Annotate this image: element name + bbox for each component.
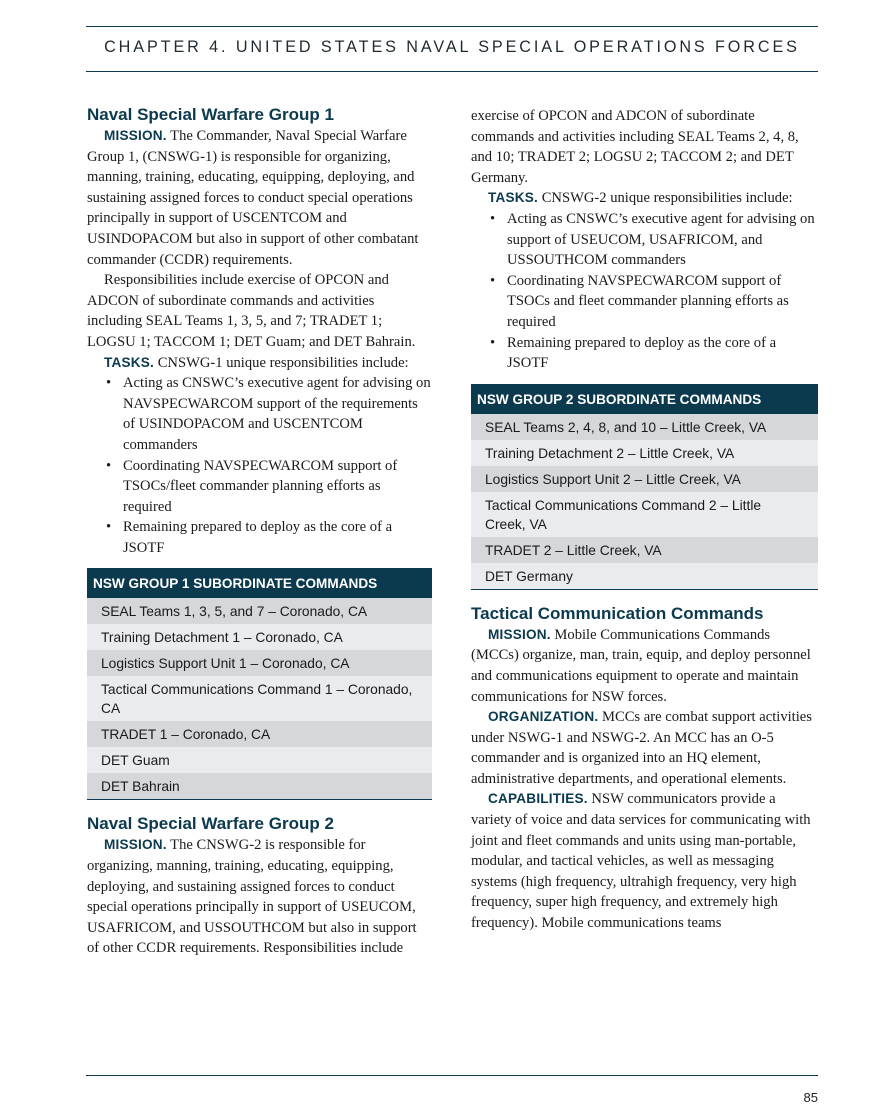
table-row: Logistics Support Unit 2 – Little Creek, VA: [471, 466, 818, 492]
group2-heading: Naval Special Warfare Group 2: [87, 814, 334, 834]
list-item: • Acting as CNSWC’s executive agent for advising on support of USEUCOM, USAFRICOM, and USSOUTHCOM commanders: [471, 209, 818, 271]
table-row: Training Detachment 2 – Little Creek, VA: [471, 440, 818, 466]
tactical-mission-text: Mobile Communications Commands (MCCs) organize, man, train, equip, and deploy personnel and communications equipment to operate and maintain communications for NSW forces.: [471, 626, 811, 705]
group1-tasks-label: TASKS.: [104, 354, 155, 370]
tactical-mission-label: MISSION.: [488, 626, 551, 642]
group1-mission-text: The Commander, Naval Special Warfare Group 1, (CNSWG-1) is responsible for organizing, manning, training, educating, equipping, deploying, and sustaining assigned forces to conduct special operations principally in support of USCENTCOM and USINDOPACOM but also in support of other combatant commander (CCDR) requirements.: [87, 128, 419, 268]
group2-mission-label: MISSION.: [104, 837, 167, 853]
table-row: DET Germany: [471, 563, 818, 590]
list-item: • Remaining prepared to deploy as the core of a JSOTF: [87, 517, 432, 558]
table-row: DET Guam: [87, 747, 432, 773]
tactical-heading: Tactical Communication Commands: [471, 603, 764, 623]
table-header: NSW GROUP 1 SUBORDINATE COMMANDS: [87, 568, 432, 598]
group2-tasks-text: CNSWG-2 unique responsibilities include:: [538, 190, 793, 207]
group2-tasks-label: TASKS.: [488, 190, 539, 206]
group2-tasks-paragraph: [471, 188, 818, 209]
chapter-title: CHAPTER 4. UNITED STATES NAVAL SPECIAL OPERATIONS FORCES: [104, 38, 800, 56]
footer-rule: [86, 1075, 818, 1076]
group1-task-list: [87, 373, 432, 558]
group1-commands-table: [87, 568, 432, 800]
table-row: SEAL Teams 2, 4, 8, and 10 – Little Creek, VA: [471, 414, 818, 440]
table-row: TRADET 1 – Coronado, CA: [87, 721, 432, 747]
tactical-capabilities-label: CAPABILITIES.: [488, 791, 588, 807]
header-rule-bottom: [86, 71, 818, 72]
table-row: Logistics Support Unit 1 – Coronado, CA: [87, 650, 432, 676]
header-rule-top: [86, 26, 818, 27]
group2-mission-paragraph: [87, 835, 432, 959]
right-column: [471, 106, 818, 934]
table-row: TRADET 2 – Little Creek, VA: [471, 537, 818, 563]
list-item: • Coordinating NAVSPECWARCOM support of TSOCs/fleet commander planning efforts as required: [87, 456, 432, 518]
group2-commands-table: [471, 384, 818, 590]
tactical-organization-paragraph: [471, 707, 818, 789]
left-column: [87, 104, 432, 959]
group1-mission-label: MISSION.: [104, 128, 167, 143]
table-row: Tactical Communications Command 2 – Little Creek, VA: [471, 492, 818, 537]
group1-mission-paragraph: [87, 126, 432, 270]
group1-heading: Naval Special Warfare Group 1: [87, 105, 334, 124]
group2-mission-text: The CNSWG-2 is responsible for organizing, manning, training, educating, equipping, deploying, and sustaining assigned forces to conduct special operations principally in support of USEUCOM, USAFRICOM, and USSOUTHCOM but also in support of other CCDR requirements. Responsibilities include: [87, 837, 417, 957]
tactical-capabilities-text: NSW communicators provide a variety of voice and data services for communicating with joint and fleet commands and units using man-portable, modular, and tactical vehicles, as well as messaging systems (high frequency, ultrahigh frequency, very high frequency, super high frequency, and extremely high frequency). Mobile communications teams: [471, 791, 811, 932]
group1-tasks-text: CNSWG-1 unique responsibilities include:: [154, 354, 409, 371]
tactical-organization-text: MCCs are combat support activities under NSWG-1 and NSWG-2. An MCC has an O-5 commander and is organized into an HQ element, administrative departments, and operational elements.: [471, 709, 812, 787]
table-row: DET Bahrain: [87, 773, 432, 800]
list-item: • Remaining prepared to deploy as the core of a JSOTF: [471, 333, 818, 374]
table-row: Tactical Communications Command 1 – Coronado, CA: [87, 676, 432, 721]
tactical-capabilities-paragraph: [471, 789, 818, 933]
table-row: Training Detachment 1 – Coronado, CA: [87, 624, 432, 650]
group2-mission-continued: exercise of OPCON and ADCON of subordinate commands and activities including SEAL Teams 2, 4, 8, and 10; TRADET 2; LOGSU 2; TACCOM 2; and DET Germany.: [471, 108, 799, 186]
list-item: • Acting as CNSWC’s executive agent for advising on NAVSPECWARCOM support of the requirements of USINDOPACOM and USCENTCOM commanders: [87, 373, 432, 455]
tactical-organization-label: ORGANIZATION.: [488, 709, 599, 725]
tactical-mission-paragraph: [471, 625, 818, 707]
page-number: 85: [803, 1090, 818, 1105]
table-header: NSW GROUP 2 SUBORDINATE COMMANDS: [471, 384, 818, 414]
table-row: SEAL Teams 1, 3, 5, and 7 – Coronado, CA: [87, 598, 432, 624]
group1-tasks-paragraph: [87, 353, 432, 374]
group2-task-list: [471, 209, 818, 374]
group1-responsibilities: Responsibilities include exercise of OPCON and ADCON of subordinate commands and activities including SEAL Teams 1, 3, 5, and 7; TRADET 1; LOGSU 1; TACCOM 1; DET Guam; and DET Bahrain.: [87, 272, 416, 350]
list-item: • Coordinating NAVSPECWARCOM support of TSOCs and fleet commander planning efforts as required: [471, 271, 818, 333]
